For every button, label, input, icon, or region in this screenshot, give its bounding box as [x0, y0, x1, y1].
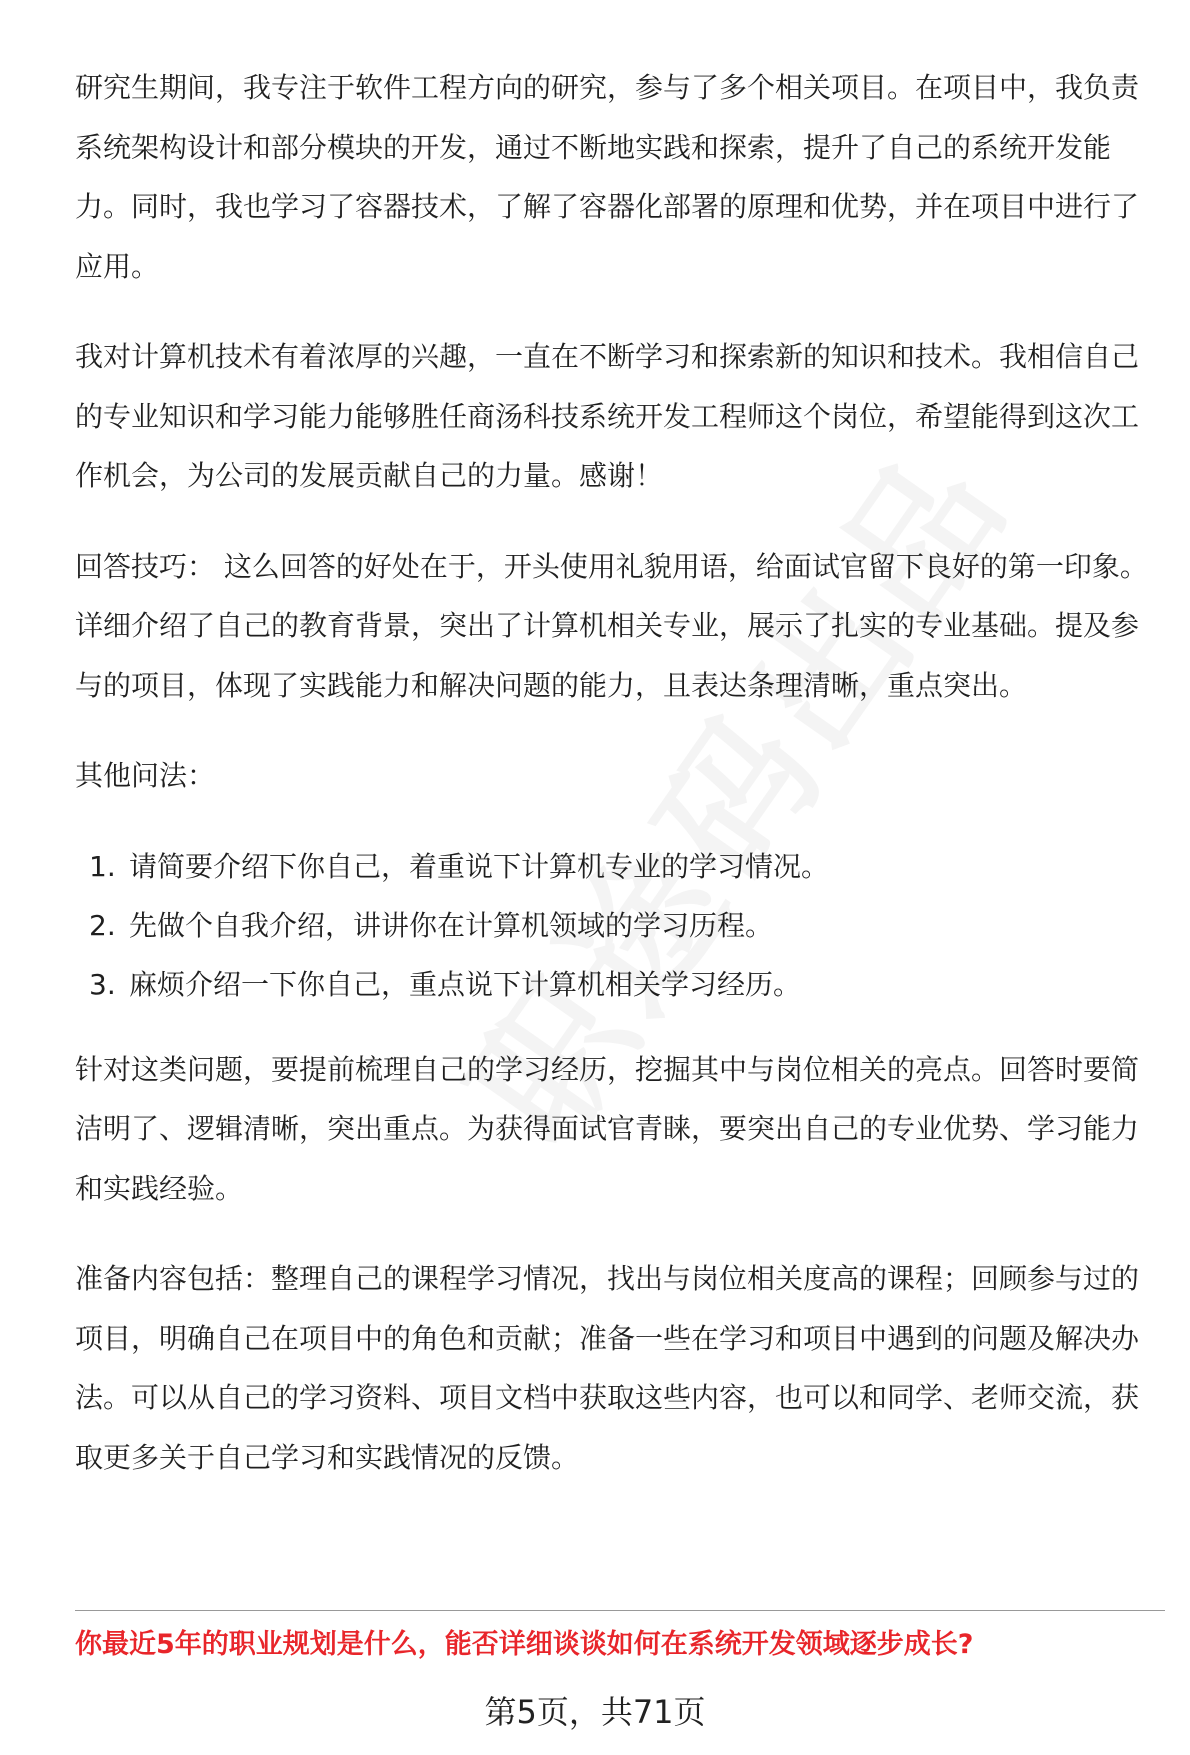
paragraph-strategy: 针对这类问题，要提前梳理自己的学习经历，挖掘其中与岗位相关的亮点。回答时要简洁明了、逻辑清晰，突出重点。为获得面试官青睐，要突出自己的专业优势、学习能力和实践经验。 [75, 1052, 1140, 1205]
list-number: 1. [89, 849, 116, 883]
page-number: 第5页，共71页 [484, 1693, 706, 1731]
document-body [75, 58, 1165, 1518]
next-question-heading: 你最近5年的职业规划是什么，能否详细谈谈如何在系统开发领域逐步成长? [75, 1629, 974, 1660]
list-item [75, 896, 1165, 955]
list-number: 3. [89, 967, 116, 1001]
list-number: 2. [89, 908, 116, 942]
list-item [75, 955, 1165, 1014]
list-item-text: 请简要介绍下你自己，着重说下计算机专业的学习情况。 [129, 849, 830, 883]
section-divider [75, 1610, 1165, 1611]
list-item [75, 837, 1165, 896]
paragraph-interest: 我对计算机技术有着浓厚的兴趣，一直在不断学习和探索新的知识和技术。我相信自己的专业知识和学习能力能够胜任商汤科技系统开发工程师这个岗位，希望能得到这次工作机会，为公司的发展贡献自己的力量。感谢！ [75, 340, 1140, 492]
paragraph-other-questions-heading: 其他问法： [75, 759, 216, 792]
paragraph-preparation: 准备内容包括：整理自己的课程学习情况，找出与岗位相关度高的课程；回顾参与过的项目，明确自己在项目中的角色和贡献；准备一些在学习和项目中遇到的问题及解决办法。可以从自己的学习资料、项目文档中获取这些内容，也可以和同学、老师交流，获取更多关于自己学习和实践情况的反馈。 [75, 1262, 1140, 1474]
paragraph-research: 研究生期间，我专注于软件工程方向的研究，参与了多个相关项目。在项目中，我负责系统架构设计和部分模块的开发，通过不断地实践和探索，提升了自己的系统开发能力。同时，我也学习了容器技术，了解了容器化部署的原理和优势，并在项目中进行了应用。 [75, 71, 1140, 283]
list-item-text: 麻烦介绍一下你自己，重点说下计算机相关学习经历。 [129, 967, 802, 1001]
paragraph-answer-tips: 回答技巧： 这么回答的好处在于，开头使用礼貌用语，给面试官留下良好的第一印象。详细介绍了自己的教育背景，突出了计算机相关专业，展示了扎实的专业基础。提及参与的项目，体现了实践能力和解决问题的能力，且表达条理清晰，重点突出。 [75, 549, 1148, 702]
list-item-text: 先做个自我介绍，讲讲你在计算机领域的学习历程。 [129, 908, 774, 942]
alt-questions-list [75, 837, 1165, 1014]
